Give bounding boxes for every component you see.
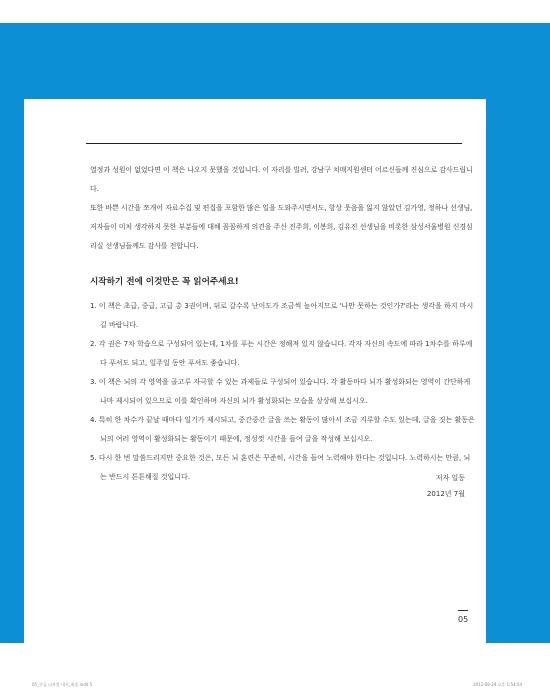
note-item: 3. 이 책은 뇌의 각 영역을 골고루 자극할 수 있는 과제들로 구성되어 있습니다. 각 활동마다 뇌가 활성화되는 영역이 간단하게나마 제시되어 있으므로 이를 확인하며 자신의 뇌가 활성화되는 모습을 상상해 보십시오.	[90, 378, 471, 405]
note-item: 1. 이 책은 초급, 중급, 고급 총 3권이며, 뒤로 갈수록 난이도가 조금씩 높아지므로 '나만 못하는 것인가?'라는 생각을 하지 마시길 바랍니다.	[90, 302, 474, 329]
signature-author: 저자 일동	[435, 474, 465, 482]
note-item: 4. 특히 한 차수가 끝날 때마다 일기가 제시되고, 중간중간 글을 쓰는 활동이 많아서 조금 지루할 수도 있는데, 글을 짓는 활동은 뇌의 여러 영역이 활성화되는 활동이기 때문에, 정성껏 시간을 들여 글을 작성해 보십시오.	[90, 416, 475, 443]
page-number: 05	[458, 615, 469, 624]
section-title: 시작하기 전에 이것만은 꼭 읽어주세요!	[90, 277, 239, 287]
blue-right-band	[486, 23, 550, 643]
blue-left-band	[0, 23, 24, 643]
acknowledgement-paragraph-1: 열정과 성원이 없었다면 이 책은 나오지 못했을 것입니다. 이 자리를 빌려, 강남구 치매지원센터 어르신들께 진심으로 감사드립니다.	[90, 166, 473, 193]
top-divider	[86, 143, 462, 144]
page-number-rule	[458, 610, 468, 611]
note-item: 5. 다시 한 번 말씀드리지만 중요한 것은, 모든 뇌 훈련은 꾸준히, 시간을 들여 노력해야 한다는 것입니다. 노력하시는 만큼, 뇌는 반드시 튼튼해질 것입니다.	[90, 454, 471, 481]
blue-header-band	[0, 23, 550, 99]
footer-timestamp: 2012-08-29 오후 1:54:54	[473, 682, 522, 687]
footer-filename: 05_중급 뇌자람 내지_최종.indd 5	[32, 682, 93, 687]
note-item: 2. 각 권은 7차 학습으로 구성되어 있는데, 1차를 푸는 시간은 정해져 있지 않습니다. 각자 자신의 속도에 따라 1차수를 하루에 다 푸셔도 되고, 일주일 동안 푸셔도 좋습니다.	[90, 340, 473, 367]
acknowledgement-paragraph-2: 또한 바쁜 시간을 쪼개어 자료수집 및 편집을 포함한 많은 일을 도와주시면서도, 항상 웃음을 잃지 않았던 김가영, 정하나 선생님, 저자들이 미처 생각하지 못한 부분들에 대해 꼼꼼하게 의견을 주신 진주희, 이봉희, 김유진 선생님을 비롯한 삼성서울병원 신경심리실 선생님들께도 감사를 전합니다.	[90, 204, 473, 250]
notes-list	[90, 297, 475, 487]
signature-date: 2012년 7월	[426, 490, 465, 498]
